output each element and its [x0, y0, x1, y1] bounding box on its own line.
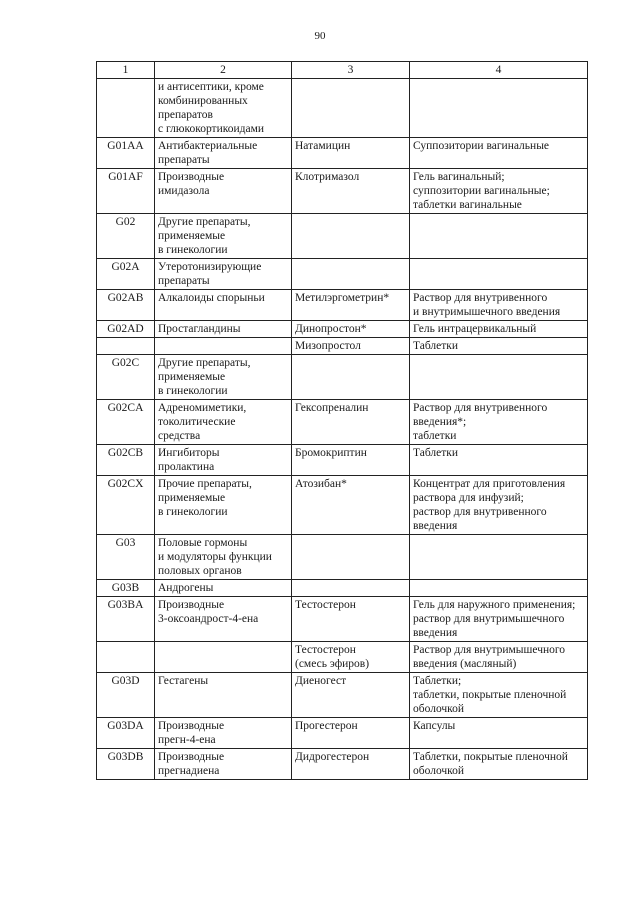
- table-row: [97, 169, 588, 214]
- code-cell: G03DB: [97, 749, 155, 780]
- form-cell: [410, 355, 588, 400]
- code-cell: [97, 79, 155, 138]
- form-cell: [410, 535, 588, 580]
- form-cell: Раствор для внутривенного и внутримышечного введения: [410, 290, 588, 321]
- drug-cell: Тестостерон (смесь эфиров): [292, 642, 410, 673]
- code-cell: G02CA: [97, 400, 155, 445]
- name-cell: Простагландины: [155, 321, 292, 338]
- form-cell: [410, 79, 588, 138]
- drug-cell: Диеногест: [292, 673, 410, 718]
- drug-classification-table: [96, 61, 588, 780]
- drug-cell: Метилэргометрин*: [292, 290, 410, 321]
- table-row: [97, 214, 588, 259]
- drug-cell: Дидрогестерон: [292, 749, 410, 780]
- form-cell: [410, 214, 588, 259]
- code-cell: G03D: [97, 673, 155, 718]
- drug-cell: Клотримазол: [292, 169, 410, 214]
- table-row: [97, 338, 588, 355]
- drug-cell: Атозибан*: [292, 476, 410, 535]
- form-cell: Таблетки; таблетки, покрытые пленочной оболочкой: [410, 673, 588, 718]
- code-cell: G01AF: [97, 169, 155, 214]
- table-row: [97, 321, 588, 338]
- form-cell: Суппозитории вагинальные: [410, 138, 588, 169]
- name-cell: Алкалоиды спорыньи: [155, 290, 292, 321]
- name-cell: Гестагены: [155, 673, 292, 718]
- name-cell: [155, 642, 292, 673]
- drug-cell: [292, 355, 410, 400]
- name-cell: Производные прегн-4-ена: [155, 718, 292, 749]
- drug-cell: [292, 259, 410, 290]
- name-cell: Ингибиторы пролактина: [155, 445, 292, 476]
- drug-cell: [292, 580, 410, 597]
- table-row: [97, 445, 588, 476]
- drug-cell: Динопростон*: [292, 321, 410, 338]
- table-row: [97, 535, 588, 580]
- code-cell: G01AA: [97, 138, 155, 169]
- code-cell: G02AB: [97, 290, 155, 321]
- table-header-row: [97, 62, 588, 79]
- drug-cell: Прогестерон: [292, 718, 410, 749]
- header-col-1: 1: [97, 62, 155, 79]
- page-number: 90: [314, 30, 326, 42]
- form-cell: Таблетки: [410, 338, 588, 355]
- code-cell: G03BA: [97, 597, 155, 642]
- form-cell: Капсулы: [410, 718, 588, 749]
- form-cell: Раствор для внутримышечного введения (масляный): [410, 642, 588, 673]
- drug-cell: Гексопреналин: [292, 400, 410, 445]
- table-row: [97, 259, 588, 290]
- form-cell: Таблетки: [410, 445, 588, 476]
- code-cell: G03DA: [97, 718, 155, 749]
- form-cell: Гель для наружного применения; раствор для внутримышечного введения: [410, 597, 588, 642]
- code-cell: [97, 642, 155, 673]
- name-cell: [155, 338, 292, 355]
- name-cell: Другие препараты, применяемые в гинекологии: [155, 214, 292, 259]
- header-col-2: 2: [155, 62, 292, 79]
- code-cell: G02AD: [97, 321, 155, 338]
- form-cell: [410, 580, 588, 597]
- drug-cell: Тестостерон: [292, 597, 410, 642]
- code-cell: G02CB: [97, 445, 155, 476]
- table-row: [97, 673, 588, 718]
- table-row: [97, 79, 588, 138]
- table-row: [97, 290, 588, 321]
- name-cell: Производные имидазола: [155, 169, 292, 214]
- drug-cell: [292, 214, 410, 259]
- table-row: [97, 597, 588, 642]
- table-row: [97, 718, 588, 749]
- code-cell: G03: [97, 535, 155, 580]
- table-row: [97, 400, 588, 445]
- code-cell: [97, 338, 155, 355]
- code-cell: G03B: [97, 580, 155, 597]
- header-col-4: 4: [410, 62, 588, 79]
- table-body: [97, 79, 588, 780]
- table-row: [97, 749, 588, 780]
- name-cell: Половые гормоны и модуляторы функции половых органов: [155, 535, 292, 580]
- name-cell: Антибактериальные препараты: [155, 138, 292, 169]
- code-cell: G02A: [97, 259, 155, 290]
- form-cell: [410, 259, 588, 290]
- name-cell: Андрогены: [155, 580, 292, 597]
- code-cell: G02CX: [97, 476, 155, 535]
- name-cell: и антисептики, кроме комбинированных препаратов с глюкокортикоидами: [155, 79, 292, 138]
- name-cell: Производные прегнадиена: [155, 749, 292, 780]
- drug-cell: [292, 535, 410, 580]
- form-cell: Таблетки, покрытые пленочной оболочкой: [410, 749, 588, 780]
- code-cell: G02C: [97, 355, 155, 400]
- form-cell: Концентрат для приготовления раствора для инфузий; раствор для внутривенного введения: [410, 476, 588, 535]
- drug-cell: Мизопростол: [292, 338, 410, 355]
- drug-cell: Бромокриптин: [292, 445, 410, 476]
- name-cell: Адреномиметики, токолитические средства: [155, 400, 292, 445]
- header-col-3: 3: [292, 62, 410, 79]
- table-row: [97, 355, 588, 400]
- form-cell: Гель вагинальный; суппозитории вагинальные; таблетки вагинальные: [410, 169, 588, 214]
- drug-cell: [292, 79, 410, 138]
- drug-cell: Натамицин: [292, 138, 410, 169]
- table-row: [97, 642, 588, 673]
- form-cell: Гель интрацервикальный: [410, 321, 588, 338]
- table-row: [97, 580, 588, 597]
- name-cell: Другие препараты, применяемые в гинекологии: [155, 355, 292, 400]
- name-cell: Производные 3-оксоандрост-4-ена: [155, 597, 292, 642]
- name-cell: Утеротонизирующие препараты: [155, 259, 292, 290]
- table-row: [97, 138, 588, 169]
- table-row: [97, 476, 588, 535]
- form-cell: Раствор для внутривенного введения*; таблетки: [410, 400, 588, 445]
- name-cell: Прочие препараты, применяемые в гинекологии: [155, 476, 292, 535]
- code-cell: G02: [97, 214, 155, 259]
